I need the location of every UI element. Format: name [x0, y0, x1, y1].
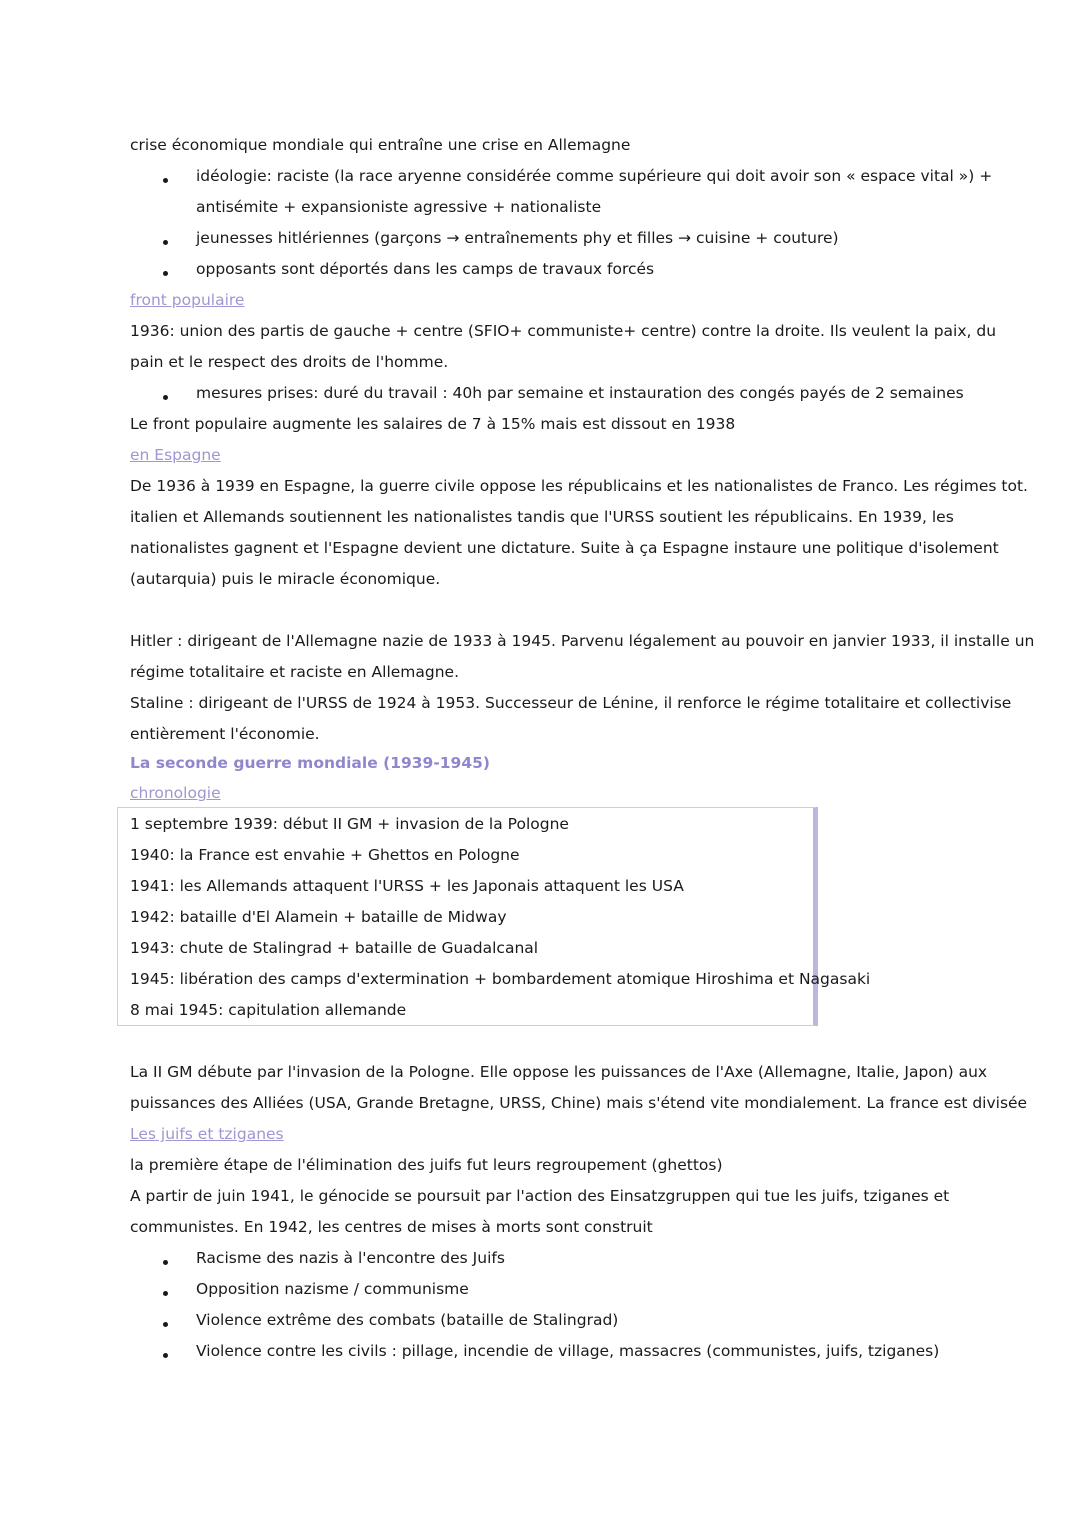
bullet-dot [163, 1291, 168, 1296]
hitler-text: Hitler : dirigeant de l'Allemagne nazie de 1933 à 1945. Parvenu légalement au pouvoir en janvier 1933, il installe un [130, 632, 1035, 650]
bullet-ideologie: idéologie: raciste (la race aryenne considérée comme supérieure qui doit avoir son « espace vital ») + [196, 167, 993, 185]
espagne-text: De 1936 à 1939 en Espagne, la guerre civile oppose les républicains et les nationalistes de Franco. Les régimes tot. [130, 477, 1028, 495]
espagne-text: (autarquia) puis le miracle économique. [130, 570, 441, 588]
heading-seconde-guerre: La seconde guerre mondiale (1939-1945) [130, 754, 490, 772]
chronology-item: 8 mai 1945: capitulation allemande [130, 1001, 407, 1019]
chronology-item: 1943: chute de Stalingrad + bataille de Guadalcanal [130, 939, 539, 957]
bullet-violence-combats: Violence extrême des combats (bataille de Stalingrad) [196, 1311, 619, 1329]
staline-text: Staline : dirigeant de l'URSS de 1924 à 1953. Successeur de Lénine, il renforce le régime totalitaire et collectivise [130, 694, 1012, 712]
bullet-opposition: Opposition nazisme / communisme [196, 1280, 469, 1298]
front-populaire-text: Le front populaire augmente les salaires de 7 à 15% mais est dissout en 1938 [130, 415, 736, 433]
espagne-text: italien et Allemands soutiennent les nationalistes tandis que l'URSS soutient les républicains. En 1939, les [130, 508, 954, 526]
bullet-dot [163, 1322, 168, 1327]
bullet-dot [163, 1260, 168, 1265]
bullet-racisme: Racisme des nazis à l'encontre des Juifs [196, 1249, 505, 1267]
heading-espagne[interactable]: en Espagne [130, 446, 221, 464]
bullet-ideologie-continued: antisémite + expansioniste agressive + nationaliste [196, 198, 602, 216]
bullet-jeunesses: jeunesses hitlériennes (garçons → entraînements phy et filles → cuisine + couture) [196, 229, 839, 247]
chronology-item: 1942: bataille d'El Alamein + bataille de Midway [130, 908, 507, 926]
heading-front-populaire[interactable]: front populaire [130, 291, 245, 309]
staline-text: entièrement l'économie. [130, 725, 320, 743]
chronology-item: 1941: les Allemands attaquent l'URSS + les Japonais attaquent les USA [130, 877, 684, 895]
ww2-text: puissances des Alliées (USA, Grande Bretagne, URSS, Chine) mais s'étend vite mondialement. La france est divisée [130, 1094, 1028, 1112]
heading-juifs-tziganes[interactable]: Les juifs et tziganes [130, 1125, 284, 1143]
espagne-text: nationalistes gagnent et l'Espagne devient une dictature. Suite à ça Espagne instaure une politique d'isolement [130, 539, 999, 557]
bullet-dot [163, 395, 168, 400]
front-populaire-text: 1936: union des partis de gauche + centre (SFIO+ communiste+ centre) contre la droite. Ils veulent la paix, du [130, 322, 997, 340]
juifs-text: communistes. En 1942, les centres de mises à morts sont construit [130, 1218, 653, 1236]
chronology-item: 1940: la France est envahie + Ghettos en Pologne [130, 846, 520, 864]
hitler-text: régime totalitaire et raciste en Allemagne. [130, 663, 460, 681]
front-populaire-text: pain et le respect des droits de l'homme. [130, 353, 449, 371]
ww2-text: La II GM débute par l'invasion de la Pologne. Elle oppose les puissances de l'Axe (Allemagne, Italie, Japon) aux [130, 1063, 988, 1081]
bullet-dot [163, 1353, 168, 1358]
juifs-text: A partir de juin 1941, le génocide se poursuit par l'action des Einsatzgruppen qui tue les juifs, tziganes et [130, 1187, 950, 1205]
bullet-mesures: mesures prises: duré du travail : 40h par semaine et instauration des congés payés de 2 semaines [196, 384, 964, 402]
bullet-dot [163, 271, 168, 276]
bullet-opposants: opposants sont déportés dans les camps de travaux forcés [196, 260, 655, 278]
chronology-item: 1 septembre 1939: début II GM + invasion de la Pologne [130, 815, 569, 833]
bullet-dot [163, 240, 168, 245]
bullet-dot [163, 178, 168, 183]
chronology-item: 1945: libération des camps d'extermination + bombardement atomique Hiroshima et Nagasaki [130, 970, 871, 988]
heading-chronologie[interactable]: chronologie [130, 784, 221, 802]
intro-line: crise économique mondiale qui entraîne une crise en Allemagne [130, 136, 631, 154]
juifs-text: la première étape de l'élimination des juifs fut leurs regroupement (ghettos) [130, 1156, 723, 1174]
bullet-violence-civils: Violence contre les civils : pillage, incendie de village, massacres (communistes, juifs, tziganes) [196, 1342, 940, 1360]
